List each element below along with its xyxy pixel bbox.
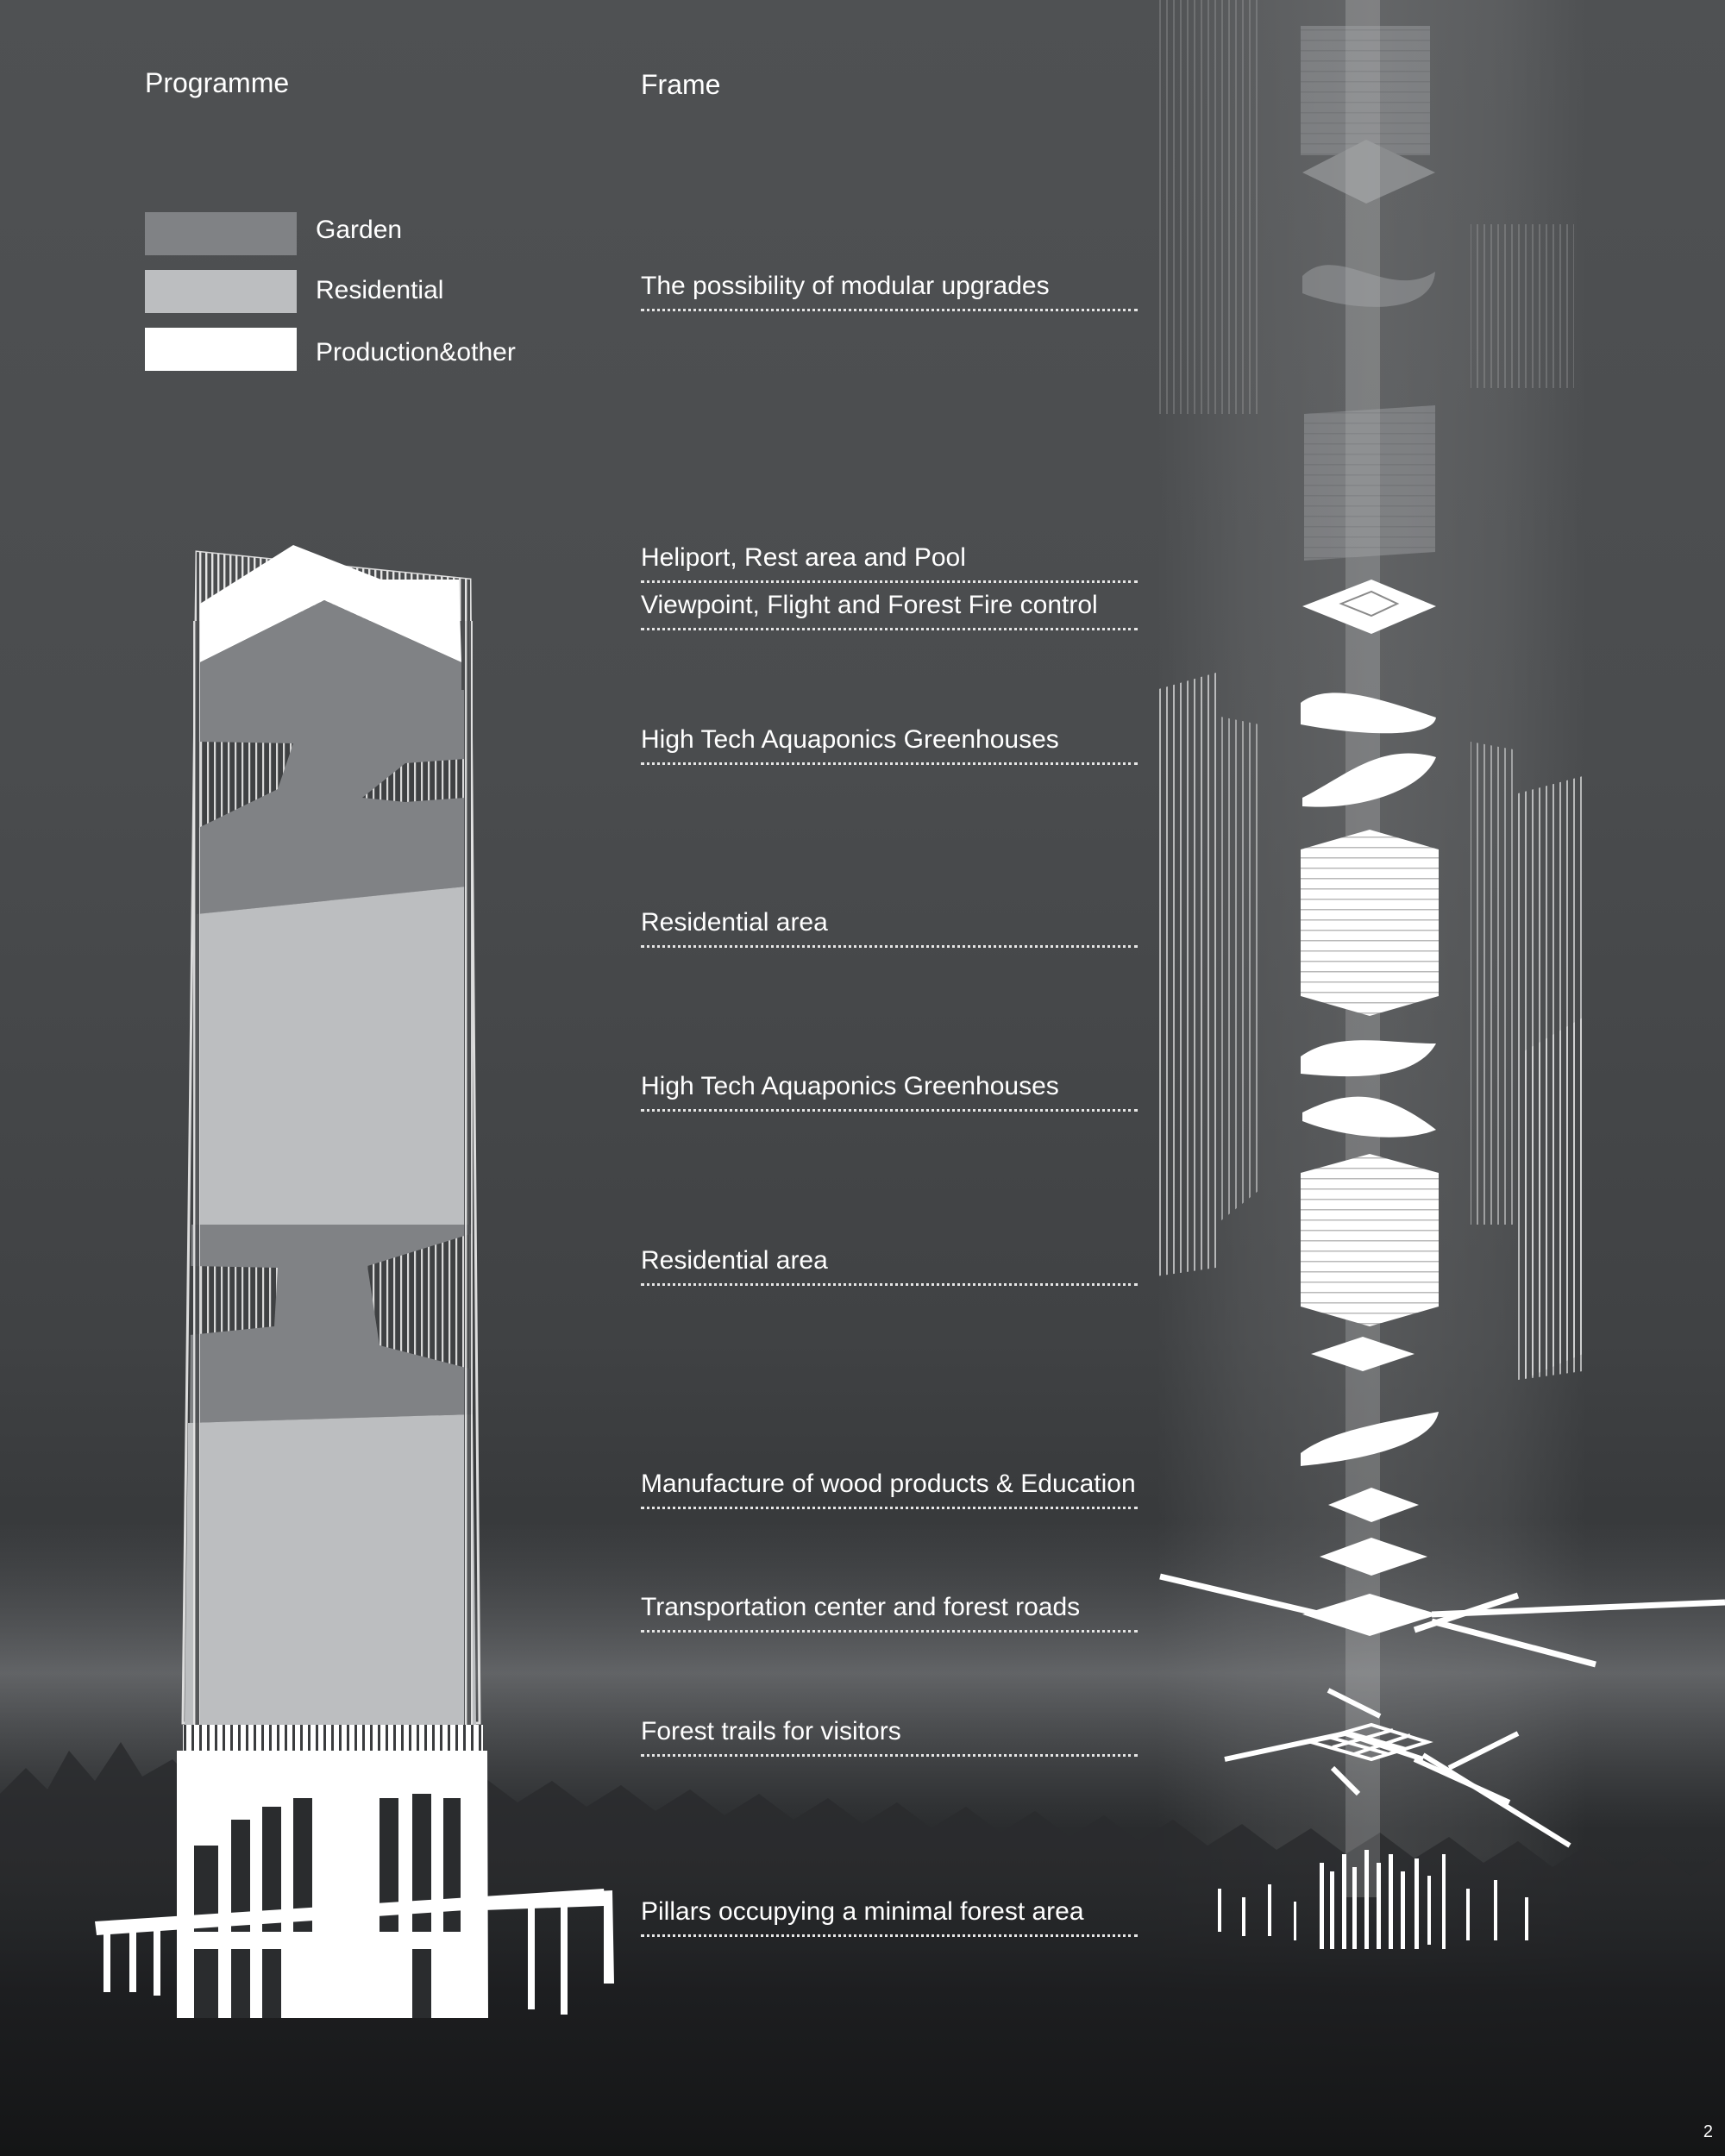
frame-label-residential-lower: Residential area — [641, 1245, 1138, 1286]
frame-fins-left-inner — [1216, 716, 1259, 1225]
greenhouse-lower-2 — [1302, 1097, 1436, 1138]
forest-roads — [1160, 1576, 1725, 1664]
frame-label-residential-upper: Residential area — [641, 907, 1138, 948]
legend-label-garden: Garden — [316, 216, 403, 244]
frame-fins-right-inner — [1471, 742, 1518, 1225]
frame-label-greenhouses-upper: High Tech Aquaponics Greenhouses — [641, 724, 1138, 765]
frame-label-transportation: Transportation center and forest roads — [641, 1592, 1138, 1633]
upgrade-modules — [1156, 0, 1574, 561]
programme-title: Programme — [145, 67, 290, 98]
frame-label-modular-upgrades: The possibility of modular upgrades — [641, 271, 1138, 311]
frame-label-viewpoint: Viewpoint, Flight and Forest Fire control — [641, 590, 1138, 630]
legend-label-residential: Residential — [316, 276, 444, 304]
thin-plate — [1311, 1337, 1414, 1371]
manufacture-floor-2 — [1328, 1488, 1419, 1522]
frame-label-manufacture: Manufacture of wood products & Education — [641, 1469, 1138, 1509]
greenhouse-upper-1 — [1301, 693, 1436, 733]
frame-label-pillars: Pillars occupying a minimal forest area — [641, 1896, 1138, 1937]
frame-label-heliport: Heliport, Rest area and Pool — [641, 542, 1138, 583]
residential-stack-lower — [1301, 1154, 1439, 1326]
frame-title: Frame — [641, 69, 721, 100]
heliport-plate — [1302, 580, 1436, 634]
residential-stack-upper — [1301, 830, 1439, 1016]
frame-fins-right-lower — [1522, 1018, 1583, 1380]
legend-swatch-garden — [145, 212, 297, 255]
frame-label-forest-trails: Forest trails for visitors — [641, 1716, 1138, 1757]
manufacture-floor-3 — [1320, 1538, 1427, 1576]
greenhouse-lower-1 — [1301, 1040, 1436, 1076]
forest-trails — [1225, 1690, 1570, 1846]
frame-label-greenhouses-lower: High Tech Aquaponics Greenhouses — [641, 1071, 1138, 1112]
legend-swatch-residential — [145, 270, 297, 313]
page-number: 2 — [1703, 2122, 1713, 2141]
legend-swatch-production — [145, 328, 297, 371]
legend-label-production: Production&other — [316, 338, 516, 367]
frame-fins-left-upper — [1156, 673, 1216, 1276]
